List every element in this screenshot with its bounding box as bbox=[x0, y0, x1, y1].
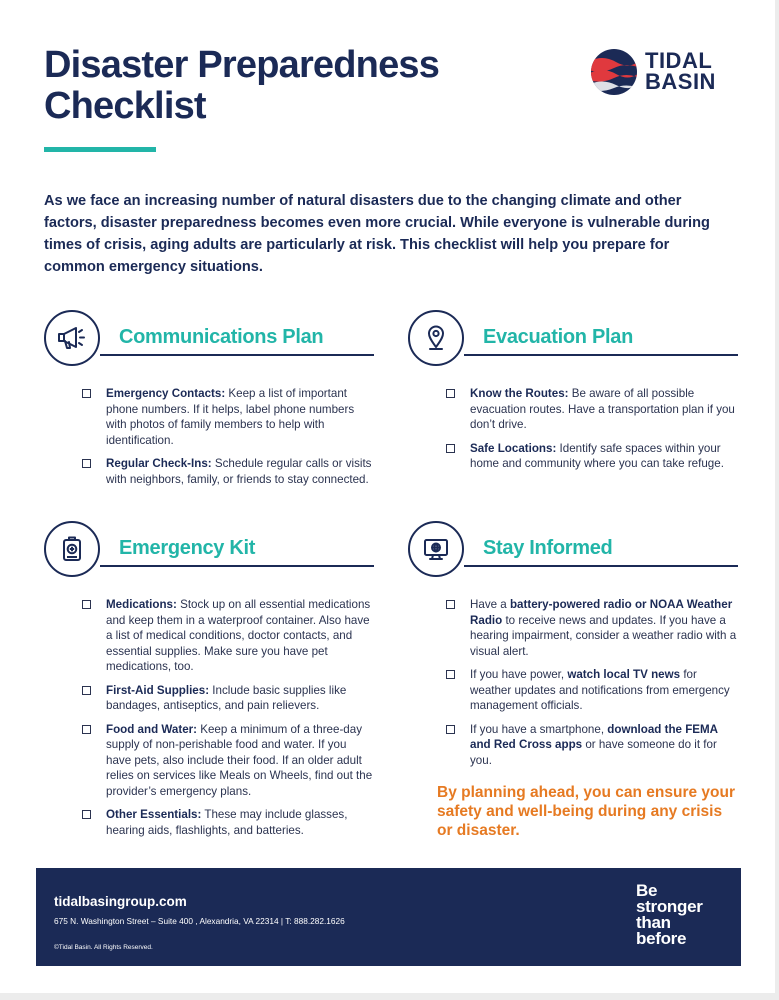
item-label: Other Essentials: bbox=[106, 808, 202, 821]
section-underline bbox=[464, 354, 738, 356]
checklist-item bbox=[82, 386, 374, 448]
checkbox bbox=[82, 459, 91, 468]
item-label: First-Aid Supplies: bbox=[106, 683, 210, 697]
item-text: These may include glasses, hearing aids, flashlights, and batteries. bbox=[106, 808, 348, 837]
item-text: Keep a minimum of a three-day supply of non-perishable food and water. If you have pets, also include their food. If an older adult relies on services like Meals on Wheels, find out the provider’s emergency plans. bbox=[106, 722, 373, 798]
item-text-lead: If you have power, bbox=[470, 668, 568, 681]
footer-slogan bbox=[636, 883, 703, 947]
checklist-item bbox=[82, 456, 374, 487]
section-header bbox=[44, 521, 374, 583]
item-highlight: download the FEMA and Red Cross apps bbox=[470, 722, 718, 751]
logo-wordmark bbox=[645, 50, 716, 92]
footer-website-link[interactable]: tidalbasingroup.com bbox=[54, 894, 187, 909]
item-highlight: battery-powered radio or NOAA Weather Radio bbox=[470, 598, 733, 627]
section-underline bbox=[464, 565, 738, 567]
communications-plan-section bbox=[44, 310, 374, 500]
title-line-1: Disaster Preparedness bbox=[44, 44, 440, 86]
checkbox bbox=[82, 810, 91, 819]
emergency-kit-section bbox=[44, 521, 374, 837]
computer-monitor-icon bbox=[408, 521, 464, 577]
checkbox bbox=[446, 725, 455, 734]
item-label: Food and Water: bbox=[106, 722, 198, 736]
section-title: Evacuation Plan bbox=[483, 326, 633, 348]
slogan-line: before bbox=[636, 929, 687, 948]
megaphone-icon bbox=[44, 310, 100, 366]
evacuation-plan-section bbox=[408, 310, 738, 500]
item-label: Safe Locations: bbox=[470, 441, 557, 455]
item-label: Medications: bbox=[106, 598, 177, 611]
checklist-item bbox=[446, 386, 738, 433]
section-header bbox=[408, 521, 738, 583]
checklist-item bbox=[82, 597, 374, 675]
checklist-item bbox=[446, 722, 738, 769]
title-line-2: Checklist bbox=[44, 85, 206, 127]
stay-informed-section bbox=[408, 521, 738, 771]
section-title: Stay Informed bbox=[483, 537, 613, 559]
item-text: Schedule regular calls or visits with neighbors, family, or friends to stay connected. bbox=[106, 457, 372, 486]
logo-word-basin: BASIN bbox=[645, 69, 716, 94]
checkbox bbox=[446, 389, 455, 398]
footer-address: 675 N. Washington Street – Suite 400 , Alexandria, VA 22314 | T: 888.282.1626 bbox=[54, 916, 345, 926]
checklist-item bbox=[446, 667, 738, 714]
item-highlight: watch local TV news bbox=[567, 668, 681, 681]
checkbox bbox=[82, 600, 91, 609]
item-label: Regular Check-Ins: bbox=[106, 457, 212, 470]
checkbox bbox=[82, 725, 91, 734]
checklist-item bbox=[446, 597, 738, 659]
slogan-line: than bbox=[636, 913, 671, 932]
page-title bbox=[44, 45, 439, 127]
section-header bbox=[408, 310, 738, 372]
checkbox bbox=[82, 686, 91, 695]
first-aid-kit-icon bbox=[44, 521, 100, 577]
item-text: for weather updates and notifications from emergency management officials. bbox=[470, 668, 730, 712]
checklist-item bbox=[82, 683, 374, 714]
slogan-line: Be bbox=[636, 881, 658, 900]
footer-copyright: ©Tidal Basin. All Rights Reserved. bbox=[54, 944, 153, 951]
checklist-item bbox=[82, 722, 374, 800]
checkbox bbox=[446, 670, 455, 679]
tidal-basin-logo-icon bbox=[590, 48, 638, 96]
section-title: Communications Plan bbox=[119, 326, 324, 348]
checkbox bbox=[82, 389, 91, 398]
footer bbox=[36, 868, 741, 966]
intro-paragraph: As we face an increasing number of natural disasters due to the changing climate and other factors, disaster preparedness becomes even more crucial. While everyone is vulnerable during times of crisis, aging adults are particularly at risk. This checklist will help you prepare for common emergency situations. bbox=[44, 193, 710, 275]
item-text: or have someone do it for you. bbox=[470, 738, 717, 767]
checklist-item bbox=[446, 441, 738, 472]
item-text: Include basic supplies like bandages, antiseptics, and pain relievers. bbox=[106, 683, 347, 712]
checklist bbox=[446, 386, 738, 480]
map-pin-icon bbox=[408, 310, 464, 366]
item-text: Stock up on all essential medications and keep them in a waterproof container. Also have a list of medical conditions, doctor contacts, and essential supplies. Make sure you have pet medications, too. bbox=[106, 598, 371, 673]
item-text-lead: If you have a smartphone, bbox=[470, 722, 608, 736]
checklist-item bbox=[82, 807, 374, 838]
checkbox bbox=[446, 444, 455, 453]
item-text: to receive news and updates. If you have a hearing impairment, consider a weather radio with a visual alert. bbox=[470, 613, 737, 658]
tidal-basin-logo bbox=[590, 48, 750, 96]
item-text: Identify safe spaces within your home and community where you can take refuge. bbox=[470, 441, 724, 470]
closing-statement: By planning ahead, you can ensure your safety and well-being during any crisis or disaster. bbox=[437, 784, 736, 839]
checklist bbox=[82, 386, 374, 495]
section-header bbox=[44, 310, 374, 372]
item-text-lead: Have a bbox=[470, 598, 510, 611]
item-text: Keep a list of important phone numbers. If it helps, label phone numbers with photos of family members to help with identification. bbox=[106, 387, 355, 447]
item-label: Emergency Contacts: bbox=[106, 387, 226, 400]
checklist bbox=[446, 597, 738, 776]
item-text: Be aware of all possible evacuation routes. Have a transportation plan if you don’t drive. bbox=[470, 387, 735, 431]
item-label: Know the Routes: bbox=[470, 387, 569, 400]
section-underline bbox=[100, 354, 374, 356]
section-underline bbox=[100, 565, 374, 567]
section-title: Emergency Kit bbox=[119, 537, 256, 559]
slogan-line: stronger bbox=[636, 897, 703, 916]
checkbox bbox=[446, 600, 455, 609]
title-accent-rule bbox=[44, 147, 156, 152]
checklist bbox=[82, 597, 374, 846]
logo-word-tidal: TIDAL bbox=[645, 48, 713, 73]
